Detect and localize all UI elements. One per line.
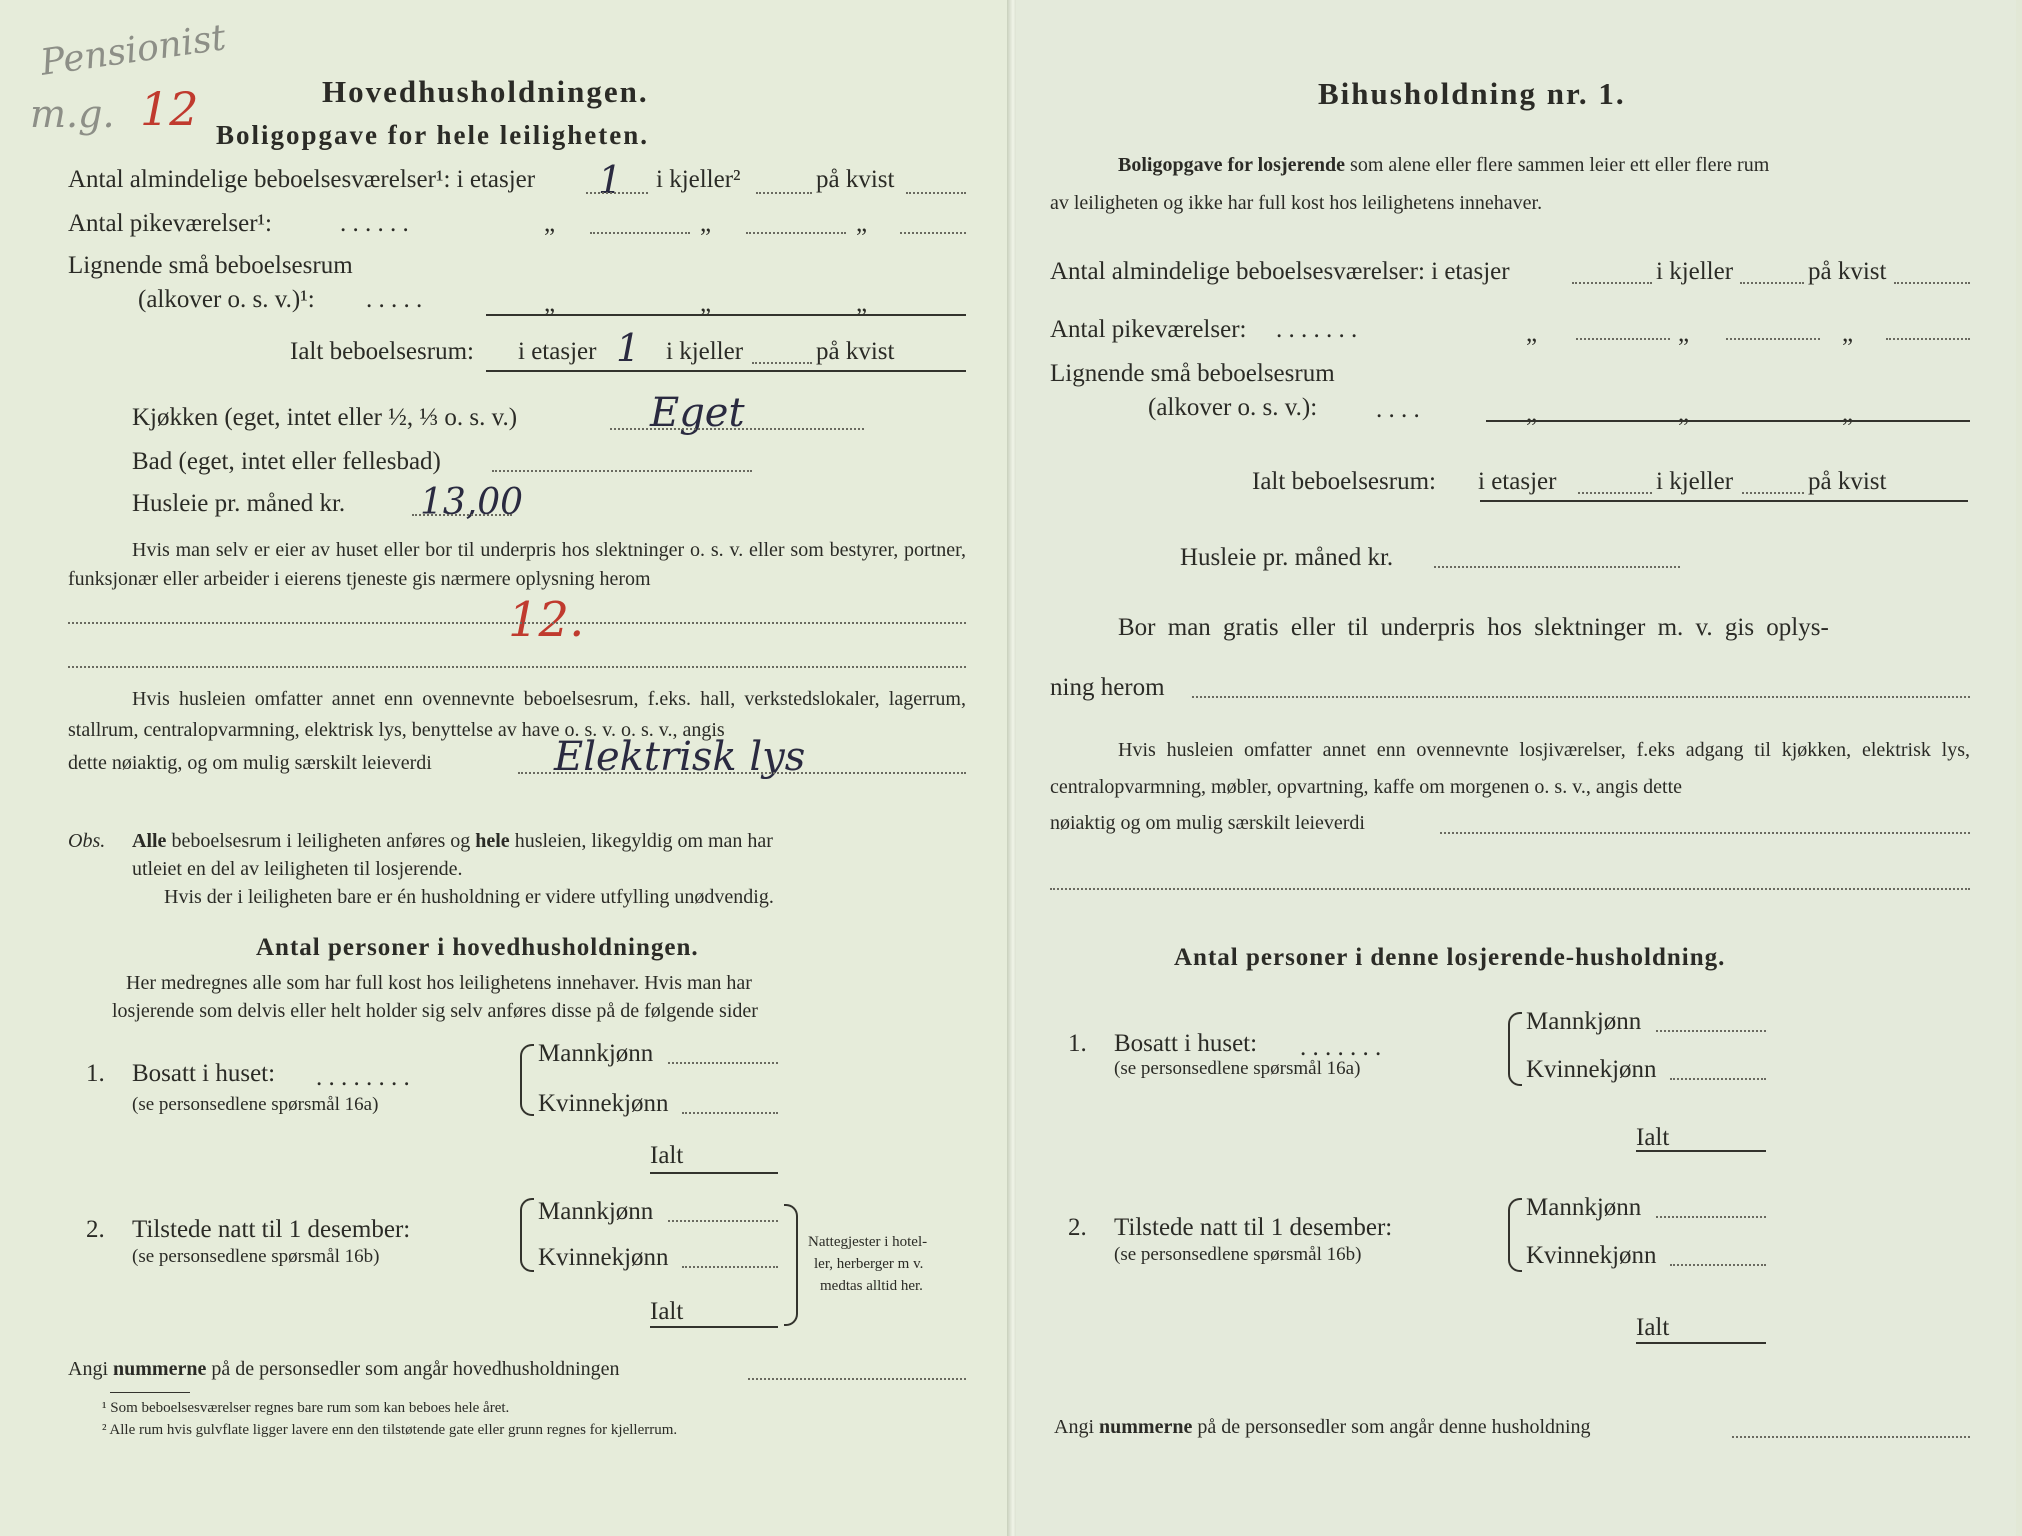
row3-sum-line [486,314,966,316]
left-q1-ialt: Ialt [650,1142,684,1169]
husleie-field [412,514,512,516]
row1-kjeller: i kjeller² [656,166,741,193]
obs-line-1 [132,830,773,853]
row3-dots: . . . . . [366,286,423,313]
right-row3-ditto-1: „ [1526,400,1538,427]
kjokken-label: Kjøkken (eget, intet eller ½, ⅓ o. s. v.) [132,404,518,431]
bad-field [492,470,752,472]
kjokken-field [610,428,864,430]
left-persons-note-2: losjerende som delvis eller helt holder sig selv anføres disse på de følgende sider [112,1000,758,1022]
right-angi-a: Angi [1054,1416,1094,1438]
handwritten-husleie: 13,00 [420,482,524,523]
left-title: Hovedhusholdningen. [322,74,649,109]
handwritten-mg: m.g. [30,92,115,136]
left-q2-brace [520,1198,534,1272]
note1-field-2 [68,666,966,668]
right-ialt-label: Ialt beboelsesrum: [1252,468,1436,495]
right-q1-m-field [1656,1030,1766,1032]
left-q2-m-field [668,1220,778,1222]
ialt-label: Ialt beboelsesrum: [290,338,474,365]
left-angi [68,1358,620,1381]
obs-text-2: husleien, likegyldig om man har [514,830,773,852]
left-q1-m: Mannkjønn [538,1040,654,1067]
right-row1-kvist-field [1894,282,1970,284]
right-row2-field-1 [1576,338,1670,340]
right-q2-m-field [1656,1216,1766,1218]
right-row3-sum-line [1486,420,1970,422]
right-ialt-etasjer: i etasjer [1478,468,1557,495]
row1-kjeller-field [756,192,812,194]
right-row3-label-1: Lignende små beboelsesrum [1050,360,1335,387]
right-row1-etasjer-field [1572,282,1652,284]
right-q1-ref: (se personsedlene spørsmål 16a) [1114,1058,1361,1079]
left-q1-label: Bosatt i huset: [132,1060,276,1087]
row2-ditto-3: „ [856,210,868,237]
left-angi-c: på de personsedler som angår hovedhusholdningen [211,1358,620,1380]
right-husleie-label: Husleie pr. måned kr. [1180,544,1394,571]
ialt-etasjer: i etasjer [518,338,597,365]
right-note-field-1 [1440,832,1970,834]
left-q2-k: Kvinnekjønn [538,1244,669,1271]
left-q1-ref: (se personsedlene spørsmål 16a) [132,1094,379,1115]
right-q1-m: Mannkjønn [1526,1008,1642,1035]
ialt-kjeller: i kjeller [666,338,744,365]
right-row2-ditto-1: „ [1526,320,1538,347]
right-angi [1054,1416,1591,1439]
right-row3-dots: . . . . [1376,396,1420,423]
left-q2-right-brace [784,1204,798,1326]
right-angi-c: på de personsedler som angår denne husholdning [1197,1416,1591,1438]
husleie-label: Husleie pr. måned kr. [132,490,346,517]
right-q2-ialt: Ialt [1636,1314,1670,1341]
left-q1-k: Kvinnekjønn [538,1090,669,1117]
handwritten-mg-number: 12 [140,82,199,136]
right-q2-m: Mannkjønn [1526,1194,1642,1221]
right-q2-ref: (se personsedlene spørsmål 16b) [1114,1244,1362,1265]
ialt-underline [486,370,966,372]
row3-ditto-2: „ [700,290,712,317]
right-husleie-field [1434,566,1680,568]
right-gratis-2: ning herom [1050,674,1165,701]
row2-field-2 [746,232,846,234]
right-q1-dots: . . . . . . . [1300,1034,1382,1061]
right-row1-kvist: på kvist [1808,258,1887,285]
right-q1-ialt-line [1636,1150,1766,1152]
right-q2-k-field [1670,1264,1766,1266]
row1-kvist: på kvist [816,166,895,193]
ialt-kvist: på kvist [816,338,895,365]
right-q1-k-field [1670,1078,1766,1080]
right-row2-field-2 [1726,338,1820,340]
handwritten-etasjer: 1 [598,158,623,202]
row2-ditto-1: „ [544,210,556,237]
right-ialt-kjeller-field [1742,492,1804,494]
right-row1-kjeller-field [1740,282,1804,284]
bad-label: Bad (eget, intet eller fellesbad) [132,448,441,475]
left-note-2: Hvis husleien omfatter annet enn ovennevnte beboelsesrum, f.eks. hall, verkstedslokaler, lagerrum, stallrum, centralopvarmning, elektrisk lys, benyttelse av have o. s. v. o. s. v., angis [68,688,966,741]
row2-field-1 [590,232,690,234]
left-angi-field [748,1378,966,1380]
right-ialt-etasjer-field [1578,492,1652,494]
right-angi-field [1732,1436,1970,1438]
right-persons-title: Antal personer i denne losjerende-husholdning. [1174,944,1726,971]
left-angi-a: Angi [68,1358,108,1380]
ialt-kjeller-field [752,362,812,364]
right-row2-field-3 [1886,338,1970,340]
right-gratis-field [1192,696,1970,698]
left-note-1: Hvis man selv er eier av huset eller bor til underpris hos slektninger o. s. v. eller som bestyrer, portner, funksjonær eller arbeider i eierens tjeneste gis nærmere oplysning herom [68,539,966,590]
footnote-1: ¹ Som beboelsesværelser regnes bare rum som kan beboes hele året. [102,1400,510,1416]
left-q1-brace [520,1044,534,1116]
right-row2-ditto-3: „ [1842,320,1854,347]
row3-label-1: Lignende små beboelsesrum [68,252,353,279]
left-q2-ref: (se personsedlene spørsmål 16b) [132,1246,380,1267]
right-intro-text: som alene eller flere sammen leier ett eller flere rum [1350,154,1770,176]
note1-field-1 [68,622,966,624]
right-row1-label: Antal almindelige beboelsesværelser: i etasjer [1050,258,1510,285]
right-intro-2: av leiligheten og ikke har full kost hos leilighetens innehaver. [1050,192,1543,214]
footnote-rule [110,1392,190,1393]
handwritten-pensionist: Pensionist [38,17,229,84]
right-q2-number: 2. [1068,1214,1087,1241]
obs-label: Obs. [68,830,106,852]
right-q2-k: Kvinnekjønn [1526,1242,1657,1269]
right-q1-label: Bosatt i huset: [1114,1030,1258,1057]
right-ialt-kvist: på kvist [1808,468,1887,495]
left-q2-side-3: medtas alltid her. [820,1278,923,1294]
left-page [0,0,1010,1536]
right-row3-ditto-2: „ [1678,400,1690,427]
row2-ditto-2: „ [700,210,712,237]
left-persons-note-1: Her medregnes alle som har full kost hos leilighetens innehaver. Hvis man har [126,972,752,994]
left-q1-m-field [668,1062,778,1064]
left-subtitle: Boligopgave for hele leiligheten. [216,120,649,150]
right-gratis-1: Bor man gratis eller til underpris hos slektninger m. v. gis oplys- [1118,614,1829,641]
left-persons-title: Antal personer i hovedhusholdningen. [256,934,699,961]
left-note-2b: dette nøiaktig, og om mulig særskilt leieverdi [68,752,432,774]
right-angi-b: nummerne [1099,1416,1193,1438]
left-q2-side-2: ler, herberger m v. [814,1256,924,1272]
right-q2-label: Tilstede natt til 1 desember: [1114,1214,1393,1241]
row3-label-2: (alkover o. s. v.)¹: [138,286,315,313]
right-note-field-2 [1050,888,1970,890]
left-q1-k-field [682,1112,778,1114]
right-ialt-kjeller: i kjeller [1656,468,1734,495]
right-q2-ialt-line [1636,1342,1766,1344]
row2-field-3 [900,232,966,234]
right-q1-ialt: Ialt [1636,1124,1670,1151]
right-row3-label-2: (alkover o. s. v.): [1148,394,1318,421]
right-q1-brace [1508,1012,1522,1086]
row2-dots: . . . . . . [340,210,409,237]
right-ialt-underline [1480,500,1968,502]
handwritten-leieverdi: Elektrisk lys [554,734,806,780]
left-q2-k-field [682,1266,778,1268]
left-q2-label: Tilstede natt til 1 desember: [132,1216,411,1243]
left-q2-m: Mannkjønn [538,1198,654,1225]
right-note-1: Hvis husleien omfatter annet enn ovennevnte losjiværelser, f.eks adgang til kjøkken, elektrisk lys, centralopvarmning, møbler, opvartning, kaffe om morgenen o. s. v., angis dette [1050,739,1970,798]
right-q1-k: Kvinnekjønn [1526,1056,1657,1083]
right-intro-1 [1118,154,1769,177]
right-row1-kjeller: i kjeller [1656,258,1734,285]
handwritten-oplysning: 12. [508,592,585,648]
row1-kvist-field [906,192,966,194]
right-row2-dots: . . . . . . . [1276,316,1358,343]
obs-text-1: beboelsesrum i leiligheten anføres og [171,830,471,852]
right-row2-ditto-2: „ [1678,320,1690,347]
right-page [1016,0,2016,1536]
row1-etasjer-field [586,192,648,194]
leieverdi-field [518,772,966,774]
handwritten-kjokken: Eget [650,390,745,436]
right-note-2: nøiaktig og om mulig særskilt leieverdi [1050,812,1365,834]
row3-ditto-1: „ [544,290,556,317]
left-q2-ialt-line [650,1326,778,1328]
obs-alle: Alle [132,830,167,852]
right-intro-bold: Boligopgave for losjerende [1118,154,1346,176]
row1-label: Antal almindelige beboelsesværelser¹: i etasjer [68,166,536,193]
row2-label: Antal pikeværelser¹: [68,210,272,237]
right-q1-number: 1. [1068,1030,1087,1057]
right-q2-brace [1508,1198,1522,1272]
left-angi-b: nummerne [113,1358,207,1380]
footnote-2: ² Alle rum hvis gulvflate ligger lavere enn den tilstøtende gate eller grunn regnes for kjellerrum. [102,1422,678,1438]
left-q2-ialt: Ialt [650,1298,684,1325]
obs-line-2: utleiet en del av leiligheten til losjerende. [132,858,463,880]
right-row3-ditto-3: „ [1842,400,1854,427]
left-q1-ialt-line [650,1172,778,1174]
obs-line-3: Hvis der i leiligheten bare er én husholdning er videre utfylling unødvendig. [164,886,774,908]
right-row2-label: Antal pikeværelser: [1050,316,1247,343]
left-q1-number: 1. [86,1060,105,1087]
left-q1-dots: . . . . . . . . [316,1064,410,1091]
left-q2-side-1: Nattegjester i hotel- [808,1234,928,1250]
left-q2-number: 2. [86,1216,105,1243]
right-title: Bihusholdning nr. 1. [1318,76,1626,111]
handwritten-ialt-etasjer: 1 [616,326,641,370]
obs-hele: hele [475,830,510,852]
row3-ditto-3: „ [856,290,868,317]
